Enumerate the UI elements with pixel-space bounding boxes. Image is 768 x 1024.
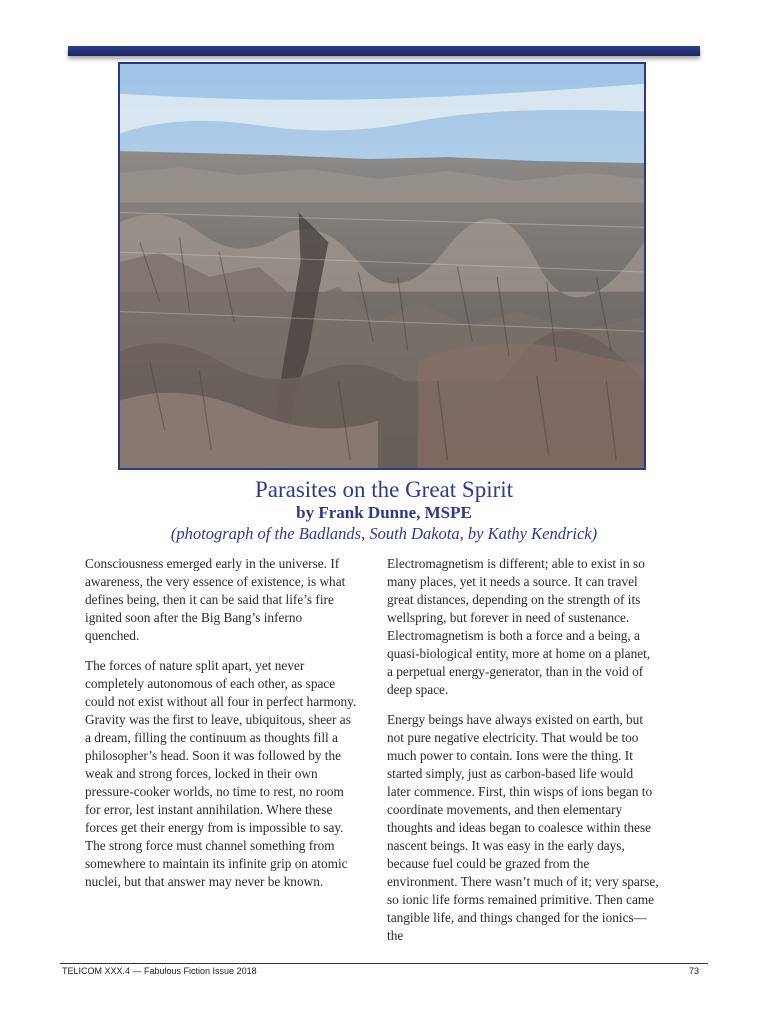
header-rule: [68, 46, 700, 56]
badlands-photo-image: [120, 64, 644, 468]
page-number: 73: [688, 966, 699, 976]
paragraph: Energy beings have always existed on earth, but not pure negative electricity. That would be too much power to contain. Ions were the thing. It started simply, just as carbon-based life would later commence. First, thin wisps of ions began to coordinate movements, and then elementary thoughts and ideas began to coalesce within these nascent beings. It was easy in the early days, because fuel could be grazed from the environment. There wasn’t much of it; very sparse, so ionic life forms remained primitive. Then came tangible life, and things changed for the ionics—the: [387, 712, 659, 943]
article-byline: by Frank Dunne, MSPE: [296, 503, 472, 522]
right-column: [387, 555, 659, 957]
paragraph: Electromagnetism is different; able to exist in so many places, yet it needs a source. It can travel great distances, depending on the strength of its wellspring, but forever in need of sustenance. Electromagnetism is both a force and a being, a quasi-biological entity, more at home on a planet, a perpetual energy-generator, than in the void of deep space.: [387, 556, 651, 697]
left-column: [85, 555, 359, 903]
paragraph: The forces of nature split apart, yet never completely autonomous of each other, as space could not exist without all four in perfect harmony. Gravity was the first to leave, ubiquitous, sheer as a dream, filling the continuum as thoughts fill a philosopher’s head. Soon it was followed by the weak and strong forces, locked in their own pressure-cooker worlds, no time to rest, no room for error, lest instant annihilation. Where these forces get their energy from is impossible to say. The strong force must channel something from somewhere to maintain its infinite grip on atomic nuclei, but that answer may never be known.: [85, 658, 357, 889]
footer-rule: [60, 963, 708, 964]
article-title: Parasites on the Great Spirit: [254, 477, 514, 502]
badlands-photo: [118, 62, 646, 470]
footer-publication: TELICOM XXX.4 — Fabulous Fiction Issue 2018: [62, 966, 257, 976]
photo-caption: (photograph of the Badlands, South Dakota, by Kathy Kendrick): [170, 524, 598, 543]
paragraph: Consciousness emerged early in the universe. If awareness, the very essence of existence, is what defines being, then it can be said that life’s fire ignited soon after the Big Bang’s inferno quenched.: [85, 556, 346, 643]
